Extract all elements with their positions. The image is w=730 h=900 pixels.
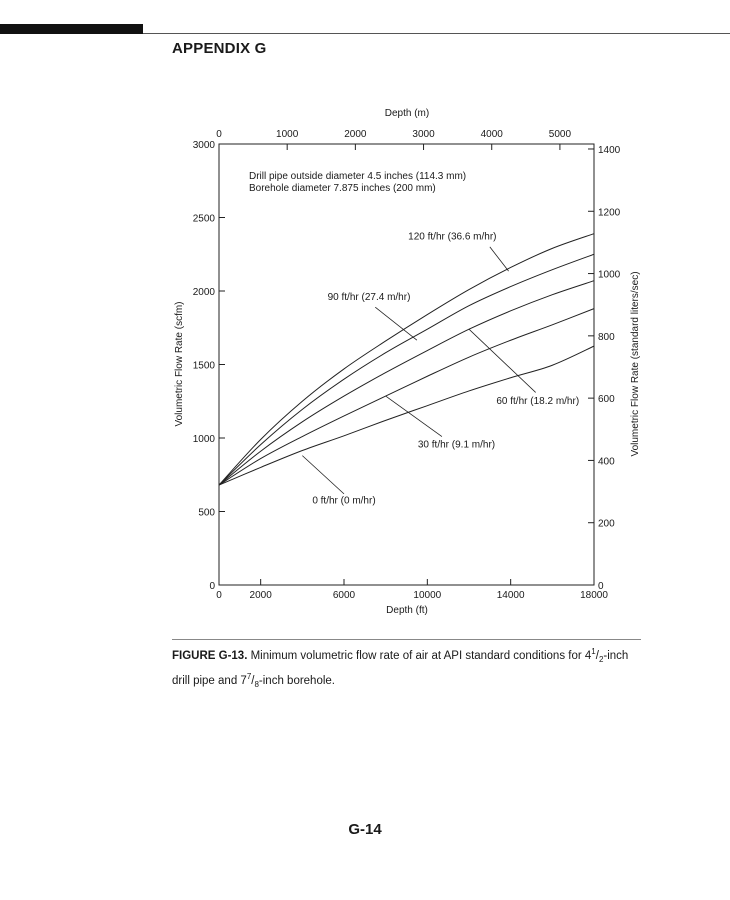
y2-axis-label: Volumetric Flow Rate (standard liters/sec) — [630, 271, 641, 457]
caption-text: -inch borehole. — [258, 674, 335, 687]
plot-area-border — [219, 144, 594, 585]
y-axis-tick-label: 2000 — [192, 287, 215, 298]
series-label: 30 ft/hr (9.1 m/hr) — [417, 439, 496, 451]
caption-rule — [172, 639, 641, 640]
fraction-denominator: 8 — [254, 680, 259, 690]
figure-label: FIGURE G-13. — [172, 649, 248, 662]
chart-annotation-line: Borehole diameter 7.875 inches (200 mm) — [249, 183, 436, 194]
y2-axis-tick-label: 0 — [598, 581, 604, 592]
appendix-title: APPENDIX G — [172, 40, 267, 57]
x2-axis-tick-label: 1000 — [276, 129, 299, 140]
x2-axis-label: Depth (m) — [384, 108, 430, 119]
fraction-numerator: 1 — [591, 647, 596, 656]
x-axis-label: Depth (ft) — [386, 605, 428, 616]
y-axis-tick-label: 500 — [198, 507, 215, 519]
series-label: 0 ft/hr (0 m/hr) — [312, 495, 376, 507]
series-label: 60 ft/hr (18.2 m/hr) — [496, 396, 580, 408]
series-leader-line — [375, 307, 417, 340]
y2-axis-tick-label: 400 — [598, 456, 615, 468]
chart-frame — [219, 144, 594, 585]
y2-axis-tick-label: 1000 — [598, 269, 621, 281]
y-axis-tick-label: 1500 — [192, 360, 215, 372]
series-leader-line — [490, 247, 509, 271]
chart-annotation-line: Drill pipe outside diameter 4.5 inches (114.3 mm) — [249, 171, 467, 182]
y-axis-tick-label: 0 — [209, 581, 215, 592]
y2-axis-tick-label: 200 — [598, 518, 615, 530]
series-label: 120 ft/hr (36.6 m/hr) — [408, 231, 497, 243]
x2-axis-tick-label: 4000 — [480, 129, 503, 140]
x2-axis-tick-label: 5000 — [548, 129, 572, 140]
y2-axis-tick-label: 1200 — [598, 207, 621, 219]
chart-axes — [193, 129, 621, 601]
y2-axis-tick-label: 600 — [598, 394, 615, 406]
page-number: G-14 — [348, 821, 382, 838]
caption-text: -inch drill pipe and 7 — [172, 649, 629, 687]
series-leader-line — [302, 456, 344, 494]
x2-axis-tick-label: 2000 — [344, 129, 367, 140]
series-line-0 — [219, 346, 594, 485]
series-label: 90 ft/hr (27.4 m/hr) — [327, 291, 411, 303]
x-axis-tick-label: 18000 — [580, 590, 608, 601]
fraction-numerator: 7 — [246, 672, 252, 682]
x-axis-tick-label: 6000 — [332, 590, 356, 601]
x-axis-tick-label: 0 — [216, 590, 222, 601]
series-line-4 — [219, 231, 594, 485]
fraction-denominator: 2 — [598, 655, 604, 665]
series-line-2 — [219, 281, 594, 485]
caption-text: Minimum volumetric flow rate of air at API standard conditions for 4 — [247, 649, 592, 662]
x2-axis-tick-label: 0 — [216, 129, 222, 140]
y-axis-tick-label: 2500 — [192, 213, 215, 225]
x-axis-tick-label: 2000 — [249, 590, 272, 601]
y2-axis-tick-label: 1400 — [598, 144, 621, 156]
y-axis-label: Volumetric Flow Rate (scfm) — [174, 301, 185, 427]
series-leader-line — [469, 329, 536, 392]
x-axis-tick-label: 10000 — [413, 590, 442, 601]
chart-series — [219, 231, 594, 485]
y2-axis-tick-label: 800 — [598, 331, 615, 343]
y-axis-tick-label: 3000 — [192, 140, 215, 151]
x2-axis-tick-label: 3000 — [412, 129, 435, 140]
series-leader-line — [386, 396, 442, 436]
x-axis-tick-label: 14000 — [496, 590, 525, 601]
figure-caption: FIGURE G-13. Minimum volumetric flow rate of air at API standard conditions for $4^1/_2$-inch drill pipe and $7^7/_8$-inch borehole. — [172, 647, 629, 690]
y-axis-tick-label: 1000 — [192, 434, 215, 445]
